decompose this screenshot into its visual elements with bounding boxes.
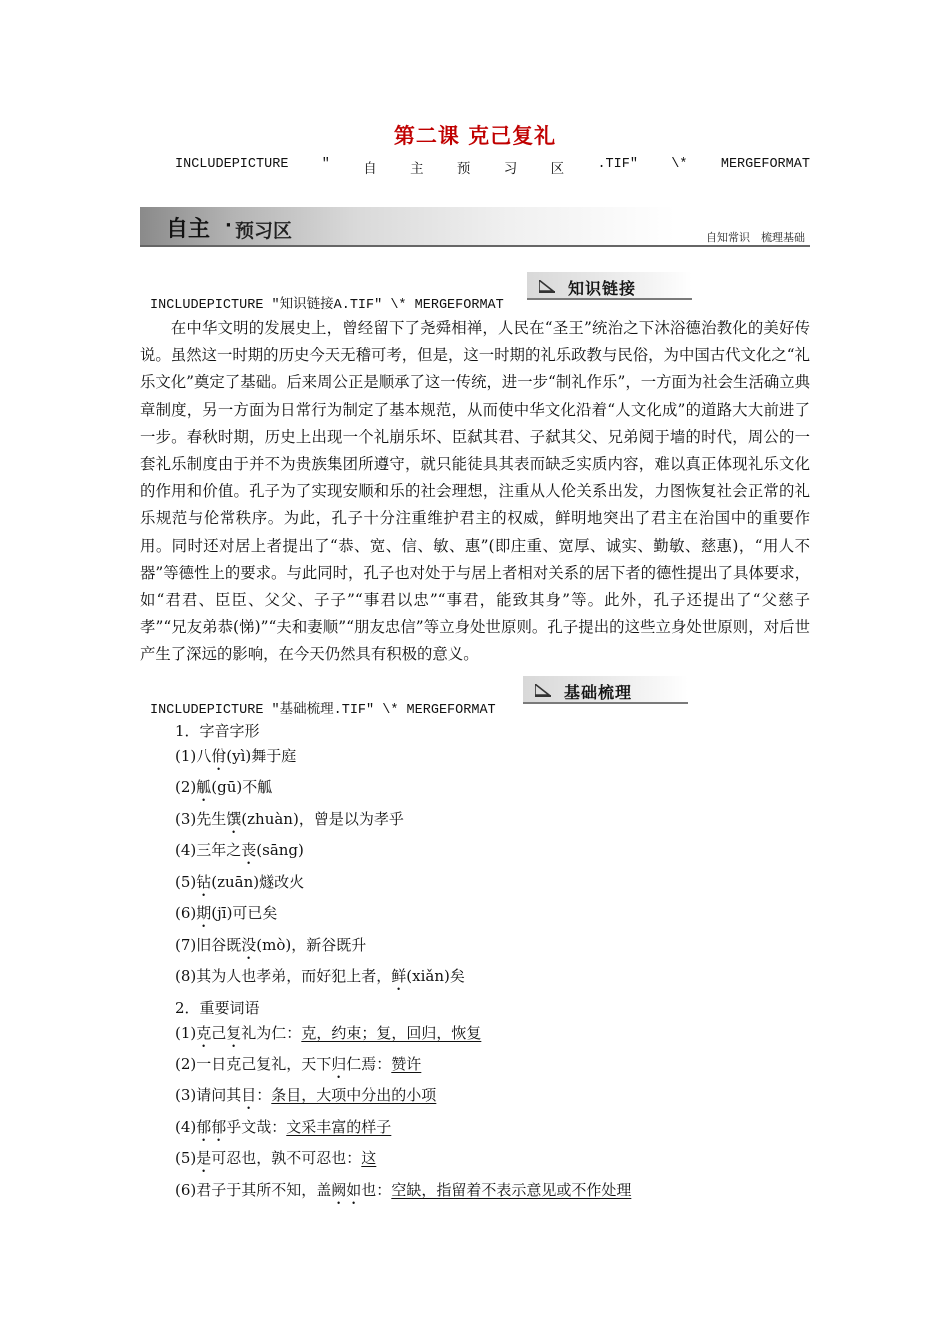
marked-character: 如 — [346, 1181, 362, 1199]
marked-character: 是 — [196, 1149, 212, 1167]
pronunciation-item — [175, 776, 272, 805]
marked-character: 鲜 — [391, 967, 407, 985]
pronunciation-item — [175, 839, 304, 868]
field-token: 习 — [503, 163, 518, 178]
vocab-item — [175, 1116, 391, 1145]
item-number: (6) — [175, 1181, 197, 1199]
item-text: (yì)舞于庭 — [226, 747, 297, 765]
item-text: 其为人也孝弟，而好犯上者， — [196, 967, 392, 985]
item-text: (zuān)燧改火 — [211, 873, 305, 891]
pronunciation-item — [175, 965, 465, 994]
item-number: (3) — [175, 1086, 197, 1104]
include-picture-field-3: INCLUDEPICTURE "基础梳理.TIF" \* MERGEFORMAT — [150, 703, 496, 718]
item-text: 也： — [361, 1181, 392, 1199]
basic-review-tag — [523, 676, 688, 704]
knowledge-link-tag — [527, 272, 692, 300]
vocab-item — [175, 1053, 421, 1082]
item-text: 旧谷既 — [196, 936, 242, 954]
vocab-answer: 这 — [361, 1149, 377, 1167]
include-picture-field-1 — [175, 157, 810, 178]
marked-character: 觚 — [196, 778, 212, 796]
banner-sub-label: 预习区 — [235, 220, 293, 242]
subheading-vocabulary: 2．重要词语 — [175, 999, 260, 1017]
section-banner — [140, 207, 810, 247]
item-number: (5) — [175, 873, 197, 891]
item-number: (3) — [175, 810, 197, 828]
marked-character: 归 — [331, 1055, 347, 1073]
vocab-answer: 克，约束；复，回归，恢复 — [301, 1024, 482, 1042]
item-text: (mò)，新谷既升 — [256, 936, 367, 954]
field-token: \* — [671, 157, 688, 172]
item-number: (7) — [175, 936, 197, 954]
item-number: (1) — [175, 747, 197, 765]
item-text: 三年之 — [196, 841, 242, 859]
item-text: 君子于其所不知，盖 — [196, 1181, 332, 1199]
marked-character: 克 — [196, 1024, 212, 1042]
vocab-answer: 赞许 — [391, 1055, 422, 1073]
item-text: (gū)不觚 — [211, 778, 273, 796]
tag-label: 基础梳理 — [564, 683, 633, 702]
item-number: (5) — [175, 1149, 197, 1167]
marked-character: 目 — [241, 1086, 257, 1104]
field-token: " — [321, 157, 330, 172]
marked-character: 复 — [226, 1024, 242, 1042]
pronunciation-item — [175, 902, 277, 931]
field-token: INCLUDEPICTURE — [175, 157, 289, 172]
item-text: 可忍也，孰不可忍也： — [211, 1149, 362, 1167]
item-number: (2) — [175, 778, 197, 796]
banner-main-label: 自主 — [166, 217, 211, 242]
item-number: (4) — [175, 841, 197, 859]
field-token: 自 — [363, 163, 377, 178]
field-token: 主 — [410, 163, 424, 178]
marked-character: 郁 — [211, 1118, 227, 1136]
subheading-pronunciation: 1．字音字形 — [175, 722, 260, 740]
triangle-corner-icon — [535, 684, 551, 697]
marked-character: 阙 — [331, 1181, 347, 1199]
pronunciation-item — [175, 871, 304, 900]
vocab-item — [175, 1022, 481, 1051]
field-token: .TIF" — [597, 157, 638, 172]
page-title: 第二课 克己复礼 — [393, 123, 557, 148]
item-text: 乎文哉： — [226, 1118, 287, 1136]
banner-rule — [140, 245, 810, 247]
vocab-answer: 条目，大项中分出的小项 — [271, 1086, 437, 1104]
item-text: 己 — [211, 1024, 227, 1042]
item-text: (xiǎn)矣 — [406, 967, 465, 985]
vocab-answer: 空缺，指留着不表示意见或不作处理 — [391, 1181, 632, 1199]
item-number: (6) — [175, 904, 197, 922]
marked-character: 期 — [196, 904, 212, 922]
pronunciation-item — [175, 745, 296, 774]
marked-character: 钻 — [196, 873, 212, 891]
item-text: (zhuàn)，曾是以为孝乎 — [241, 810, 404, 828]
marked-character: 馔 — [226, 810, 242, 828]
pronunciation-item — [175, 934, 366, 963]
marked-character: 没 — [241, 936, 257, 954]
include-picture-field-2: INCLUDEPICTURE "知识链接A.TIF" \* MERGEFORMAT — [150, 298, 504, 313]
vocab-item — [175, 1084, 436, 1113]
triangle-corner-icon — [539, 280, 555, 293]
item-text: (sāng) — [256, 841, 304, 859]
banner-right-caption: 自知常识 梳理基础 — [706, 231, 805, 244]
item-text: 请问其 — [196, 1086, 242, 1104]
vocab-item — [175, 1179, 631, 1208]
item-number: (2) — [175, 1055, 197, 1073]
marked-character: 丧 — [241, 841, 257, 859]
item-number: (1) — [175, 1024, 197, 1042]
item-text: 八 — [196, 747, 212, 765]
item-text: 先生 — [196, 810, 227, 828]
item-text: 礼为仁： — [241, 1024, 302, 1042]
pronunciation-item — [175, 808, 404, 837]
vocab-answer: 文采丰富的样子 — [286, 1118, 392, 1136]
vocab-item — [175, 1147, 376, 1176]
item-number: (8) — [175, 967, 197, 985]
marked-character: 佾 — [211, 747, 227, 765]
item-text: 一日克己复礼，天下 — [196, 1055, 332, 1073]
knowledge-paragraph: 在中华文明的发展史上，曾经留下了尧舜相禅，人民在“圣王”统治之下沐浴德治教化的美好传说。虽然这一时期的历史今天无稽可考，但是，这一时期的礼乐政教与民俗，为中国古代文化之“礼乐文化”奠定了基础。后来周公正是顺承了这一传统，进一步“制礼作乐”，一方面为社会生活确立典章制度，另一方面为日常行为制定了基本规范，从而使中华文化沿着“人文化成”的道路大大前进了一步。春秋时期，历史上出现一个礼崩乐坏、臣弑其君、子弑其父、兄弟阋于墙的时代，周公的一套礼乐制度由于并不为贵族集团所遵守，就只能徒具其表而缺乏实质内容，难以真正体现礼乐文化的作用和价值。孔子为了实现安顺和乐的社会理想，注重从人伦关系出发，力图恢复社会正常的礼乐规范与伦常秩序。为此，孔子十分注重维护君主的权威，鲜明地突出了君主在治国中的重要作用。同时还对居上者提出了“恭、宽、信、敏、惠”(即庄重、宽厚、诚实、勤敏、慈惠)，“用人不器”等德性上的要求。与此同时，孔子也对处于与居上者相对关系的居下者的德性提出了具体要求，如“君君、臣臣、父父、子子”“事君以忠”“事君，能致其身”等。此外，孔子还提出了“父慈子孝”“兄友弟恭(悌)”“夫和妻顺”“朋友忠信”等立身处世原则。孔子提出的这些立身处世原则，对后世产生了深远的影响，在今天仍然具有积极的意义。 — [140, 319, 811, 664]
item-number: (4) — [175, 1118, 197, 1136]
field-token: 预 — [456, 163, 471, 178]
marked-character: 郁 — [196, 1118, 212, 1136]
field-token: 区 — [550, 163, 565, 178]
field-token: MERGEFORMAT — [720, 157, 810, 172]
tag-label: 知识链接 — [568, 279, 637, 298]
banner-dot: · — [225, 215, 232, 236]
item-text: (jī)可已矣 — [211, 904, 278, 922]
item-text: 仁焉： — [346, 1055, 392, 1073]
item-text: ： — [256, 1086, 272, 1104]
